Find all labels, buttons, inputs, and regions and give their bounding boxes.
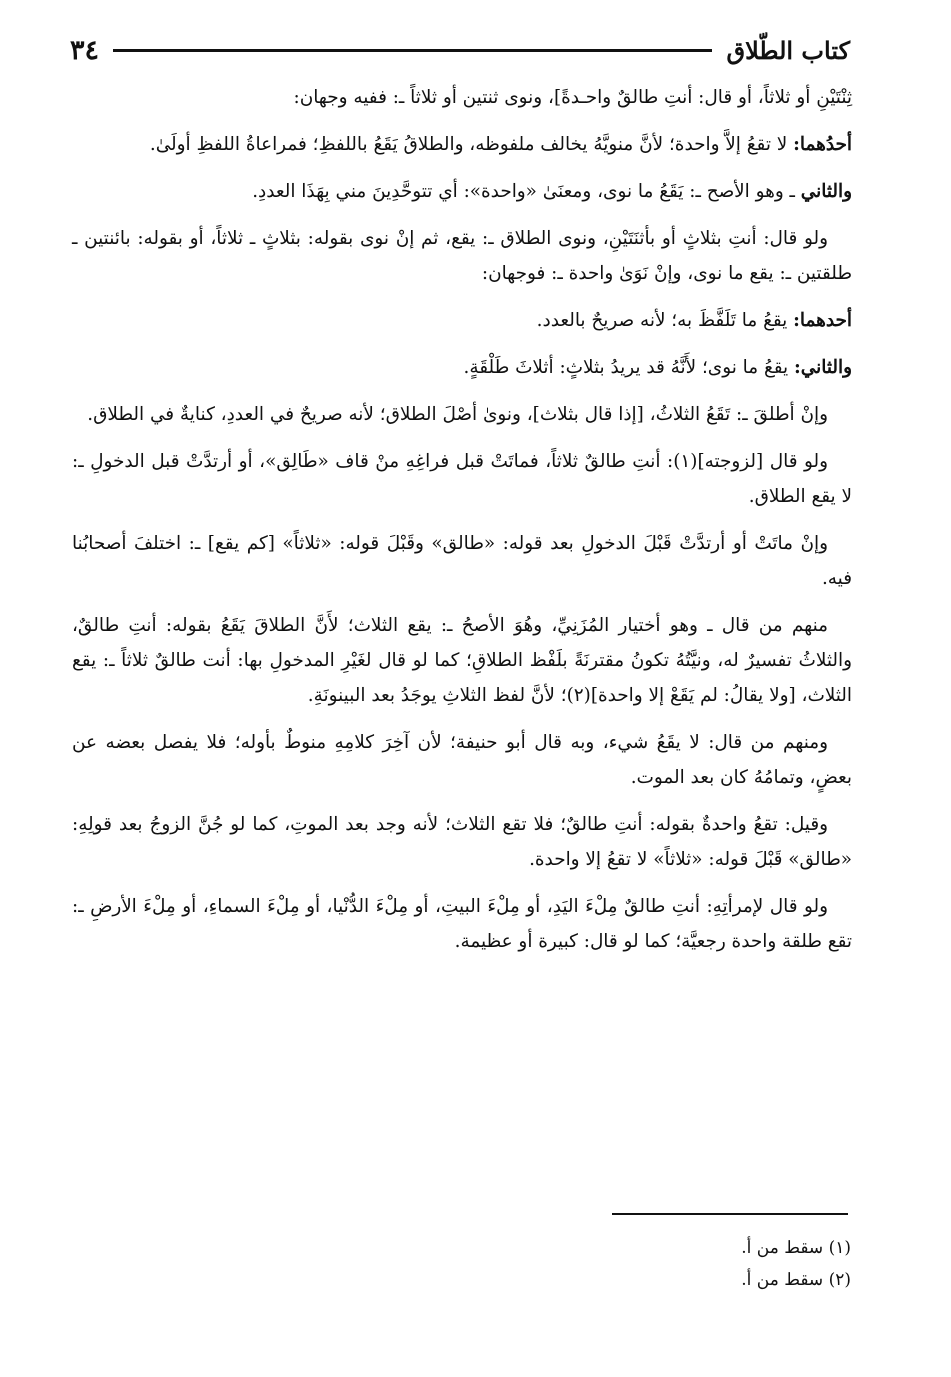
page-header	[70, 30, 850, 70]
paragraph-text: وإنْ ماتَتْ أو أرتدَّتْ قَبْلَ الدخولِ بعد قوله: «طالق» وقَبْلَ قوله: «ثلاثاً» [كم يقع] ـ: اختلفَ أصحابُنا فيه.	[72, 533, 852, 589]
footnote: (٢) سقط من أ.	[741, 1270, 851, 1290]
paragraph-text: يقعُ ما نوى؛ لأَنَّهُ قد يريدُ بثلاثٍ: أثلاثَ طَلْقَةٍ.	[463, 357, 795, 378]
page-body	[72, 80, 852, 971]
paragraph-text: ولو قال: أنتِ بثلاثٍ أو بأثنَتَيْنِ، ونوى الطلاق ـ: يقع، ثم إنْ نوى بقوله: بثلاثٍ ـ ثلاثاً، أو بقوله: بائنتين ـ طلقتين ـ: يقع ما نوى، وإنْ نَوَىٰ واحدة ـ: فوجهان:	[72, 228, 852, 284]
paragraph-text: وإنْ أطلقَ ـ: تَقَعُ الثلاثُ، [إذا قال بثلاث]، ونوىٰ أصْلَ الطلاق؛ لأنه صريحٌ في العددِ، كنايةٌ في الطلاق.	[87, 404, 828, 425]
paragraph-text: ومنهم من قال: لا يقَعُ شيء، وبه قال أبو حنيفة؛ لأن آخِرَ كلامِهِ منوطٌ بأوله؛ فلا يفصل بعضه عن بعضٍ، وتمامُهُ كان بعد الموت.	[72, 732, 852, 788]
paragraph	[72, 889, 852, 959]
paragraph	[72, 127, 852, 162]
paragraph	[72, 608, 852, 713]
paragraph-text: ـ وهو الأصح ـ: يَقَعُ ما نوى، ومعنَىٰ «واحدة»: أي تتوحَّدِينَ مني بِهَذَا العددِ.	[252, 181, 801, 202]
paragraph	[72, 303, 852, 338]
paragraph	[72, 526, 852, 596]
paragraph-text: يقعُ ما تَلَفَّظَ به؛ لأنه صريحٌ بالعدد.	[536, 310, 794, 331]
paragraph-text: منهم من قال ـ وهو أختيار المُزَنِيِّ، وهُوَ الأصحُ ـ: يقع الثلاث؛ لأَنَّ الطلاقَ يَقَعُ بقوله: أنتِ طالقٌ، والثلاثُ تفسيرٌ له، ونيَّتُهُ تكونُ مقترنَةً بلَفْظ الطلاقِ؛ كما لو قال لغَيْرِ المدخولِ بها: أنت طالقٌ ثلاثاً ـ: يقع الثلاث، [ولا يقالُ: لم يَقَعْ إلا واحدة](٢)؛ لأنَّ لفظ الثلاثِ يوجَدُ بعد البينونَةِ.	[72, 615, 852, 706]
paragraph	[72, 444, 852, 514]
page-number: ٣٤	[70, 34, 100, 66]
chapter-title: كتاب الطّلاق	[726, 35, 850, 65]
paragraph-text: وقيل: تقعُ واحدةٌ بقوله: أنتِ طالقٌ؛ فلا تقع الثلاث؛ لأنه وجد بعد الموتِ، كما لو جُنَّ الزوجُ بعد قولِهِ: «طالق» قَبْلَ قوله: «ثلاثاً» لا تقعُ إلا واحدة.	[72, 814, 852, 870]
paragraph-lead: والثاني:	[794, 357, 852, 378]
paragraph	[72, 350, 852, 385]
paragraph	[72, 807, 852, 877]
paragraph	[72, 80, 852, 115]
paragraph	[72, 174, 852, 209]
paragraph-text: ثِنْتَيْنِ أو ثلاثاً، أو قال: أنتِ طالقٌ واحـدةً]، ونوى ثنتين أو ثلاثاً ـ: ففيه وجهان:	[293, 87, 852, 108]
paragraph-text: ولو قال [لزوجته](١): أنتِ طالقٌ ثلاثاً، فماتَتْ قبل فراغِهِ منْ قاف «طَالِق»، أو أرتدَّتْ قبل الدخولِ ـ: لا يقع الطلاق.	[72, 451, 852, 507]
paragraph-lead: أحدهما:	[793, 310, 852, 331]
paragraph-text: ولو قال لإمرأتِهِ: أنتِ طالقٌ مِلْءَ اليَدِ، أو مِلْءَ البيتِ، أو مِلْءَ الدُّنْيا، أو مِلْءَ السماءِ، أو مِلْءَ الأرضِ ـ: تقع طلقة واحدة رجعيَّة؛ كما لو قال: كبيرة أو عظيمة.	[72, 896, 852, 952]
header-rule	[113, 49, 712, 52]
paragraph	[72, 221, 852, 291]
paragraph-text: لا تقعُ إلاَّ واحدة؛ لأنَّ منويَّهُ يخالف ملفوظه، والطلاقُ يَقَعُ باللفظِ؛ فمراعاةُ اللفظِ أولَىٰ.	[149, 134, 794, 155]
paragraph	[72, 397, 852, 432]
footnotes	[451, 1232, 851, 1296]
paragraph-lead: والثاني	[800, 181, 852, 202]
paragraph	[72, 725, 852, 795]
footnote-rule	[612, 1213, 848, 1215]
footnote: (١) سقط من أ.	[741, 1238, 851, 1258]
paragraph-lead: أحدُهما:	[793, 134, 852, 155]
